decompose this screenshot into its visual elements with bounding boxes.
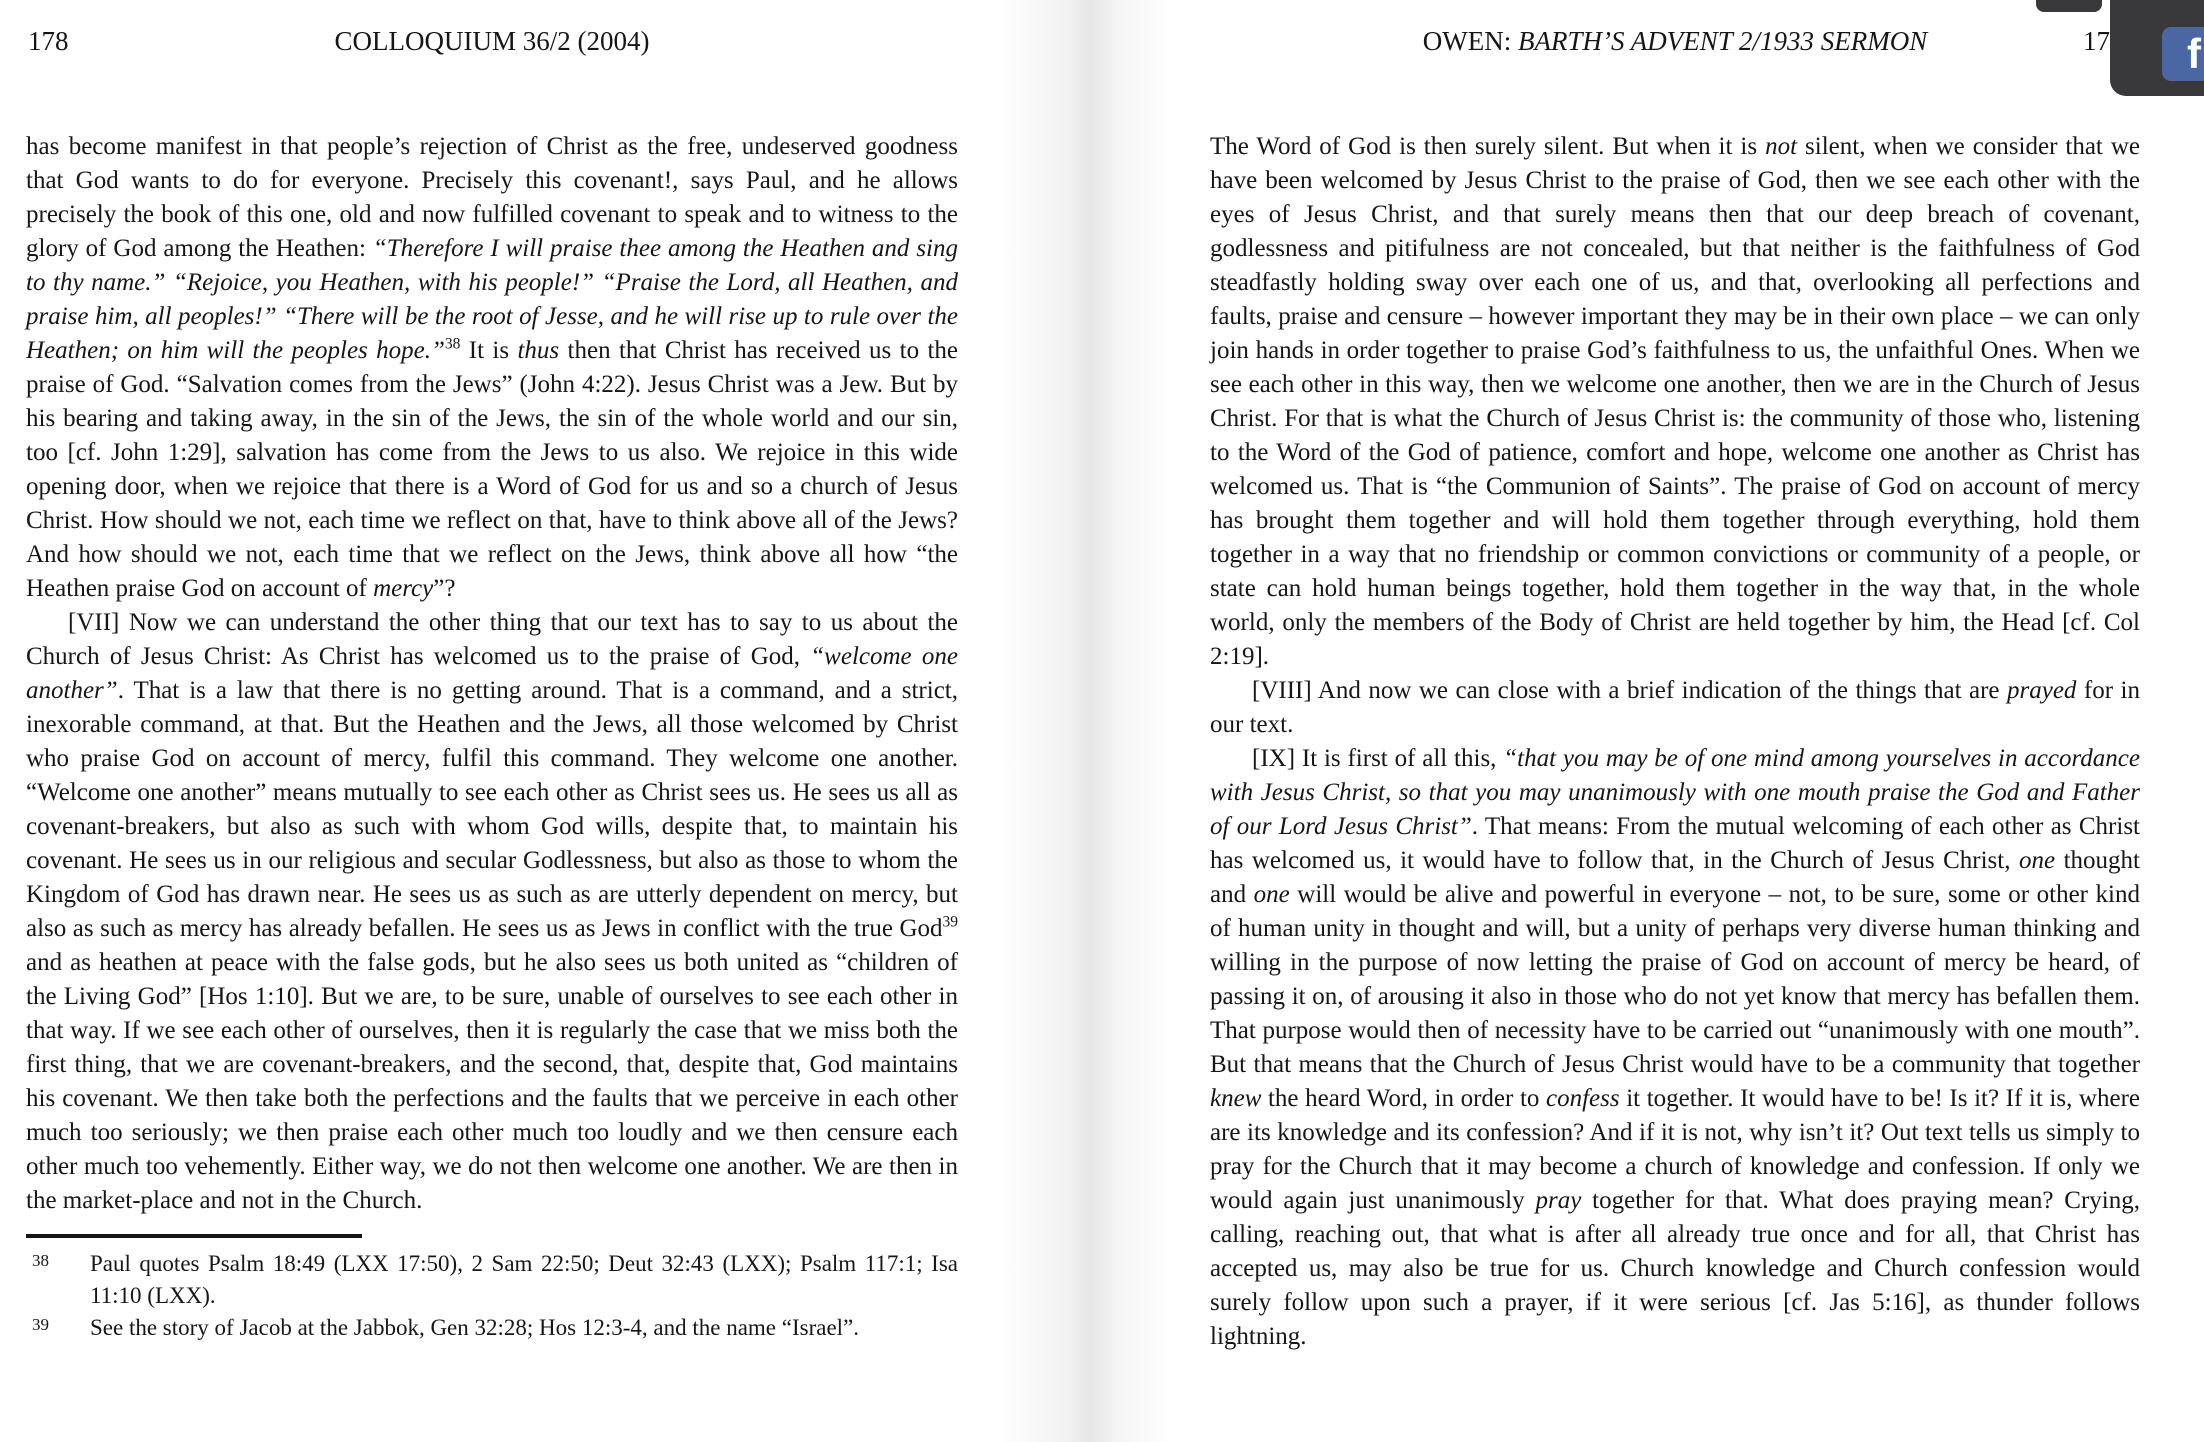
footnote-text: See the story of Jacob at the Jabbok, Gen 32:28; Hos 12:3-4, and the name “Israel”. bbox=[90, 1315, 860, 1340]
page-gutter-shadow bbox=[995, 0, 1175, 1442]
left-page-body bbox=[26, 130, 958, 1344]
footnote bbox=[26, 1312, 958, 1344]
paragraph: [IX] It is first of all this, “that you may be of one mind among yourselves in accordance with Jesus Christ, so that you may unanimously with one mouth praise the God and Father of our Lord Jesus Christ”. That means: From the mutual welcoming of each other as Christ has welcomed us, it would have to follow that, in the Church of Jesus Christ, one thought and one will would be alive and powerful in everyone – not, to be sure, some or other kind of human unity in thought and will, but a unity of perhaps very diverse human thinking and willing in the purpose of now letting the praise of God on account of mercy be heard, of passing it on, of arousing it also in those who do not yet know that mercy has befallen them. That purpose would then of necessity have to be carried out “unanimously with one mouth”. But that means that the Church of Jesus Christ would have to be a community that together knew the heard Word, in order to confess it together. It would have to be! Is it? If it is, where are its knowledge and its confession? And if it is not, why isn’t it? Out text tells us simply to pray for the Church that it may become a church of knowledge and confession. If only we would again just unanimously pray together for that. What does praying mean? Crying, calling, reaching out, that what is after all already true once and for all, that Christ has accepted us, may also be true for us. Church knowledge and Church confession would surely follow upon such a prayer, if it were serious [cf. Jas 5:16], as thunder follows lightning. bbox=[1210, 745, 2140, 1350]
facebook-icon: f bbox=[2187, 30, 2201, 77]
left-page bbox=[26, 0, 958, 1442]
footnote-number: 39 bbox=[32, 1315, 49, 1334]
footnote-number: 38 bbox=[32, 1251, 49, 1270]
footnotes bbox=[26, 1248, 958, 1344]
right-running-head-title: BARTH’S ADVENT 2/1933 SERMON bbox=[1517, 26, 1928, 56]
paragraph: [VIII] And now we can close with a brief indication of the things that are prayed for in our text. bbox=[1210, 677, 2140, 738]
paragraph: The Word of God is then surely silent. But when it is not silent, when we consider that we have been welcomed by Jesus Christ to the praise of God, then we see each other with the eyes of Jesus Christ, and that surely means then that our deep breach of covenant, godlessness and pitifulness are not concealed, but that neither is the faithfulness of God steadfastly holding sway over each one of us, and that, overlooking all perfections and faults, praise and censure – however important they may be in their own place – we can only join hands in order together to praise God’s faithfulness to us, the unfaithful Ones. When we see each other in this way, then we welcome one another, then we are in the Church of Jesus Christ. For that is what the Church of Jesus Christ is: the community of those who, listening to the Word of the God of patience, comfort and hope, welcome one another as Christ has welcomed us. That is “the Communion of Saints”. The praise of God on account of mercy has brought them together and will hold them together through everything, hold them together in a way that no friendship or common convictions or community of a people, or state can hold human beings together, hold them together in the way that, in the whole world, only the members of the Body of Christ are held together by him, the Head [cf. Col 2:19]. bbox=[1210, 133, 2140, 670]
right-running-head-author: OWEN: bbox=[1422, 26, 1518, 56]
footnote-separator bbox=[26, 1234, 362, 1238]
left-page-paragraphs bbox=[26, 130, 958, 1218]
footnote-text: Paul quotes Psalm 18:49 (LXX 17:50), 2 Sam 22:50; Deut 32:43 (LXX); Psalm 117:1; Isa 11:10 (LXX). bbox=[90, 1251, 958, 1308]
paragraph: [VII] Now we can understand the other thing that our text has to say to us about the Church of Jesus Christ: As Christ has welcomed us to the praise of God, “welcome one another”. That is a law that there is no getting around. That is a command, and a strict, inexorable command, at that. But the Heathen and the Jews, all those welcomed by Christ who praise God on account of mercy, fulfil this command. They welcome one another. “Welcome one another” means mutually to see each other as Christ sees us. He sees us all as covenant-breakers, but also as such with whom God wills, despite that, to maintain his covenant. He sees us in our religious and secular Godlessness, but also as those to whom the Kingdom of God has drawn near. He sees us as such as are utterly dependent on mercy, but also as such as mercy has already befallen. He sees us as Jews in conflict with the true God$^{39}$ and as heathen at peace with the false gods, but he also sees us both united as “children of the Living God” [Hos 1:10]. But we are, to be sure, unable of ourselves to see each other in that way. If we see each other of ourselves, then it is regularly the case that we miss both the first thing, that we are covenant-breakers, and the second, that, despite that, God maintains his covenant. We then take both the perfections and the faults that we perceive in each other much too seriously; we then praise each other much too loudly and we then censure each other much too vehemently. Either way, we do not then welcome one another. We are then in the market-place and not in the Church. bbox=[26, 609, 958, 1214]
right-page-number: 17 bbox=[2083, 26, 2110, 56]
right-page-paragraphs bbox=[1210, 130, 2140, 1354]
footnote-reference: 38 bbox=[444, 335, 461, 353]
footnote bbox=[26, 1248, 958, 1312]
paragraph: has become manifest in that people’s rejection of Christ as the free, undeserved goodness that God wants to do for everyone. Precisely this covenant!, says Paul, and he allows precisely the book of this one, old and now fulfilled covenant to speak and to witness to the glory of God among the Heathen: “Therefore I will praise thee among the Heathen and sing to thy name.” “Rejoice, you Heathen, with his people!” “Praise the Lord, all Heathen, and praise him, all peoples!” “There will be the root of Jesse, and he will rise up to rule over the Heathen; on him will the peoples hope.”$^{38}$ It is thus then that Christ has received us to the praise of God. “Salvation comes from the Jews” (John 4:22). Jesus Christ was a Jew. But by his bearing and taking away, in the sin of the Jews, the sin of the whole world and our sin, too [cf. John 1:29], salvation has come from the Jews to us also. We rejoice in this wide opening door, when we rejoice that there is a Word of God for us and so a church of Jesus Christ. How should we not, each time we reflect on that, have to think above all of the Jews? And how should we not, each time that we reflect on the Jews, think above all how “the Heathen praise God on account of mercy”? bbox=[26, 133, 958, 602]
right-running-head bbox=[1210, 26, 2140, 57]
left-running-head: COLLOQUIUM 36/2 (2004) bbox=[334, 26, 650, 56]
share-panel-tab bbox=[2036, 0, 2102, 12]
right-page-body bbox=[1210, 130, 2140, 1354]
left-page-number: 178 bbox=[28, 26, 69, 56]
footnote-reference: 39 bbox=[942, 913, 958, 931]
right-page bbox=[1210, 0, 2140, 1442]
facebook-share-button[interactable] bbox=[2162, 27, 2204, 81]
